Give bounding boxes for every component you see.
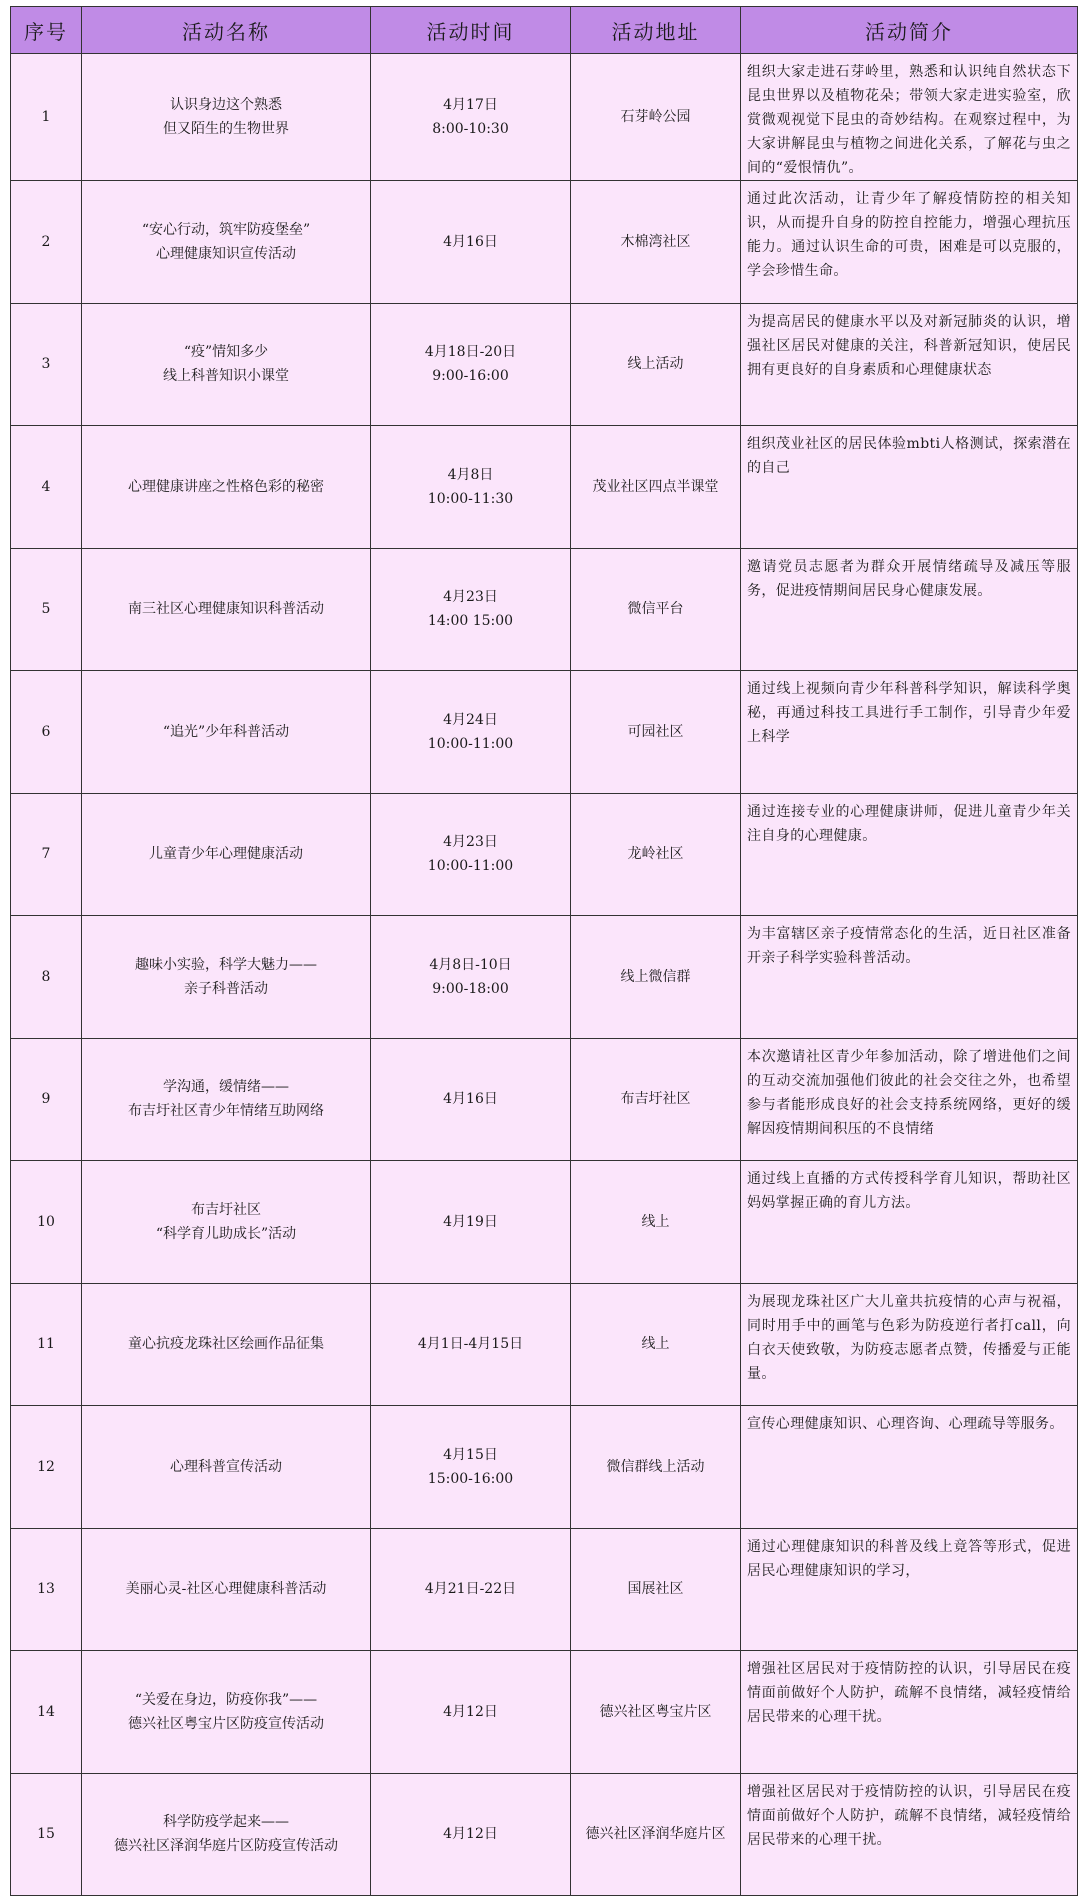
cell-activity-name: [82, 671, 371, 794]
cell-activity-address: 线上: [571, 1161, 741, 1284]
table-row: [11, 671, 1078, 794]
activity-time-line: 4月1日-4月15日: [417, 1336, 524, 1353]
cell-activity-summary: 通过线上直播的方式传授科学育儿知识，帮助社区妈妈掌握正确的育儿方法。: [741, 1161, 1078, 1284]
cell-activity-time: [371, 181, 571, 304]
cell-activity-address: 线上微信群: [571, 916, 741, 1039]
cell-activity-name: [82, 916, 371, 1039]
cell-index: 2: [11, 181, 82, 304]
cell-activity-summary: 为提高居民的健康水平以及对新冠肺炎的认识，增强社区居民对健康的关注，科普新冠知识，使居民拥有更良好的自身素质和心理健康状态: [741, 303, 1078, 426]
cell-activity-time: [371, 1528, 571, 1651]
table-row: [11, 793, 1078, 916]
cell-activity-summary: 宣传心理健康知识、心理咨询、心理疏导等服务。: [741, 1406, 1078, 1529]
cell-activity-summary: 组织大家走进石芽岭里，熟悉和认识纯自然状态下昆虫世界以及植物花朵；带领大家走进实验室，欣赏微观视觉下昆虫的奇妙结构。在观察过程中，为大家讲解昆虫与植物之间进化关系，了解花与虫之间的“爱恨情仇”。: [741, 54, 1078, 181]
activity-name-line: 德兴社区粤宝片区防疫宣传活动: [128, 1715, 324, 1732]
activity-name-line: “追光”少年科普活动: [162, 723, 290, 740]
activity-time-line: 4月23日: [443, 834, 498, 851]
cell-activity-name: [82, 1773, 371, 1896]
cell-activity-name: [82, 181, 371, 304]
cell-activity-name: [82, 793, 371, 916]
table-row: [11, 548, 1078, 671]
activity-time-line: 4月8日: [447, 466, 494, 483]
activity-time-line: 4月18日-20日: [424, 344, 517, 361]
table-row: [11, 1406, 1078, 1529]
cell-activity-time: [371, 548, 571, 671]
activity-name-line: 儿童青少年心理健康活动: [149, 846, 303, 863]
activity-name-line: 认识身边这个熟悉: [170, 97, 282, 113]
activity-name-line: 南三社区心理健康知识科普活动: [128, 601, 324, 618]
cell-index: 1: [11, 54, 82, 181]
activity-time-line: 10:00-11:00: [427, 858, 514, 875]
table-body: [11, 54, 1078, 1896]
cell-activity-address: 石芽岭公园: [571, 54, 741, 181]
cell-activity-name: [82, 426, 371, 549]
header-activity-time: 活动时间: [371, 7, 571, 54]
header-index: 序号: [11, 7, 82, 54]
activity-time-line: 10:00-11:30: [427, 490, 514, 507]
cell-activity-address: 微信群线上活动: [571, 1406, 741, 1529]
cell-activity-address: 国展社区: [571, 1528, 741, 1651]
activity-name-line: 德兴社区泽润华庭片区防疫宣传活动: [114, 1838, 338, 1855]
cell-index: 13: [11, 1528, 82, 1651]
activity-table: [10, 6, 1078, 1896]
cell-activity-summary: 增强社区居民对于疫情防控的认识，引导居民在疫情面前做好个人防护，疏解不良情绪，减轻疫情给居民带来的心理干扰。: [741, 1651, 1078, 1774]
cell-index: 4: [11, 426, 82, 549]
table-row: [11, 54, 1078, 181]
activity-name-line: 布吉圩社区: [191, 1201, 261, 1218]
cell-activity-address: 线上活动: [571, 303, 741, 426]
activity-table-sheet: [10, 6, 1077, 1896]
cell-activity-name: [82, 548, 371, 671]
cell-index: 6: [11, 671, 82, 794]
activity-time-line: 10:00-11:00: [427, 735, 514, 752]
activity-time-line: 9:00-18:00: [432, 980, 509, 997]
activity-name-line: “安心行动，筑牢防疫堡垒”: [141, 221, 311, 238]
activity-name-line: 线上科普知识小课堂: [163, 368, 289, 385]
activity-name-line: 学沟通，缓情绪——: [163, 1079, 289, 1096]
activity-name-line: 童心抗疫龙珠社区绘画作品征集: [128, 1336, 324, 1353]
table-row: [11, 1038, 1078, 1161]
cell-activity-time: [371, 303, 571, 426]
header-activity-address: 活动地址: [571, 7, 741, 54]
table-header: [11, 7, 1078, 54]
cell-index: 12: [11, 1406, 82, 1529]
cell-activity-time: [371, 793, 571, 916]
header-activity-name: 活动名称: [82, 7, 371, 54]
table-row: [11, 1283, 1078, 1406]
activity-time-line: 4月19日: [443, 1213, 498, 1230]
cell-activity-address: 德兴社区泽润华庭片区: [571, 1773, 741, 1896]
activity-time-line: 9:00-16:00: [432, 368, 509, 385]
cell-activity-address: 线上: [571, 1283, 741, 1406]
activity-name-line: 心理健康讲座之性格色彩的秘密: [128, 478, 324, 495]
activity-name-line: 但又陌生的生物世界: [163, 121, 289, 137]
activity-time-line: 4月16日: [443, 233, 498, 250]
cell-activity-address: 布吉圩社区: [571, 1038, 741, 1161]
cell-index: 3: [11, 303, 82, 426]
cell-activity-summary: 通过连接专业的心理健康讲师，促进儿童青少年关注自身的心理健康。: [741, 793, 1078, 916]
cell-activity-summary: 为丰富辖区亲子疫情常态化的生活，近日社区准备开亲子科学实验科普活动。: [741, 916, 1078, 1039]
cell-index: 7: [11, 793, 82, 916]
activity-time-line: 14:00 15:00: [427, 613, 514, 630]
cell-activity-address: 木棉湾社区: [571, 181, 741, 304]
cell-activity-summary: 通过线上视频向青少年科普科学知识，解读科学奥秘，再通过科技工具进行手工制作，引导青少年爱上科学: [741, 671, 1078, 794]
cell-activity-summary: 本次邀请社区青少年参加活动，除了增进他们之间的互动交流加强他们彼此的社会交往之外，也希望参与者能形成良好的社会支持系统网络，更好的缓解因疫情期间积压的不良情绪: [741, 1038, 1078, 1161]
cell-index: 14: [11, 1651, 82, 1774]
activity-name-line: 趣味小实验，科学大魅力——: [135, 956, 317, 973]
cell-activity-address: 龙岭社区: [571, 793, 741, 916]
cell-activity-name: [82, 1406, 371, 1529]
activity-time-line: 8:00-10:30: [432, 121, 509, 137]
cell-activity-time: [371, 916, 571, 1039]
cell-activity-address: 微信平台: [571, 548, 741, 671]
cell-activity-address: 德兴社区粤宝片区: [571, 1651, 741, 1774]
cell-activity-summary: 通过此次活动，让青少年了解疫情防控的相关知识，从而提升自身的防控自控能力，增强心理抗压能力。通过认识生命的可贵，困难是可以克服的，学会珍惜生命。: [741, 181, 1078, 304]
table-row: [11, 426, 1078, 549]
cell-activity-summary: 增强社区居民对于疫情防控的认识，引导居民在疫情面前做好个人防护，疏解不良情绪，减轻疫情给居民带来的心理干扰。: [741, 1773, 1078, 1896]
cell-index: 10: [11, 1161, 82, 1284]
activity-name-line: “科学育儿助成长”活动: [155, 1225, 297, 1242]
cell-activity-time: [371, 1038, 571, 1161]
cell-index: 15: [11, 1773, 82, 1896]
cell-activity-time: [371, 1651, 571, 1774]
cell-activity-time: [371, 1161, 571, 1284]
table-row: [11, 303, 1078, 426]
activity-time-line: 15:00-16:00: [427, 1470, 514, 1487]
activity-time-line: 4月21日-22日: [424, 1581, 517, 1598]
cell-activity-time: [371, 54, 571, 181]
cell-activity-time: [371, 1283, 571, 1406]
cell-activity-name: [82, 1651, 371, 1774]
activity-time-line: 4月8日-10日: [429, 956, 512, 973]
cell-activity-name: [82, 1528, 371, 1651]
cell-activity-time: [371, 1406, 571, 1529]
cell-activity-time: [371, 426, 571, 549]
activity-time-line: 4月16日: [443, 1091, 498, 1108]
activity-name-line: 美丽心灵-社区心理健康科普活动: [125, 1581, 327, 1598]
activity-name-line: 科学防疫学起来——: [163, 1814, 289, 1831]
cell-activity-address: 可园社区: [571, 671, 741, 794]
activity-name-line: “关爱在身边，防疫你我”——: [134, 1691, 318, 1708]
activity-name-line: 心理科普宣传活动: [170, 1458, 282, 1475]
cell-activity-name: [82, 303, 371, 426]
activity-time-line: 4月17日: [443, 97, 498, 113]
cell-index: 8: [11, 916, 82, 1039]
cell-activity-summary: 为展现龙珠社区广大儿童共抗疫情的心声与祝福，同时用手中的画笔与色彩为防疫逆行者打call，向白衣天使致敬，为防疫志愿者点赞，传播爱与正能量。: [741, 1283, 1078, 1406]
table-row: [11, 181, 1078, 304]
cell-activity-address: 茂业社区四点半课堂: [571, 426, 741, 549]
cell-activity-summary: 组织茂业社区的居民体验mbti人格测试，探索潜在的自己: [741, 426, 1078, 549]
activity-time-line: 4月15日: [443, 1446, 498, 1463]
table-row: [11, 1528, 1078, 1651]
activity-name-line: 布吉圩社区青少年情绪互助网络: [128, 1103, 324, 1120]
activity-time-line: 4月24日: [443, 711, 498, 728]
table-row: [11, 916, 1078, 1039]
cell-activity-time: [371, 671, 571, 794]
table-row: [11, 1161, 1078, 1284]
cell-activity-time: [371, 1773, 571, 1896]
activity-name-line: 亲子科普活动: [184, 980, 268, 997]
activity-time-line: 4月12日: [443, 1703, 498, 1720]
activity-name-line: “疫”情知多少: [183, 344, 269, 361]
table-row: [11, 1773, 1078, 1896]
cell-activity-name: [82, 1038, 371, 1161]
cell-index: 11: [11, 1283, 82, 1406]
cell-index: 9: [11, 1038, 82, 1161]
activity-time-line: 4月12日: [443, 1826, 498, 1843]
table-row: [11, 1651, 1078, 1774]
activity-name-line: 心理健康知识宣传活动: [156, 245, 296, 262]
cell-index: 5: [11, 548, 82, 671]
cell-activity-summary: 通过心理健康知识的科普及线上竟答等形式，促进居民心理健康知识的学习，: [741, 1528, 1078, 1651]
cell-activity-name: [82, 1161, 371, 1284]
header-row: [11, 7, 1078, 54]
cell-activity-summary: 邀请党员志愿者为群众开展情绪疏导及减压等服务，促进疫情期间居民身心健康发展。: [741, 548, 1078, 671]
header-activity-summary: 活动简介: [741, 7, 1078, 54]
cell-activity-name: [82, 1283, 371, 1406]
cell-activity-name: [82, 54, 371, 181]
activity-time-line: 4月23日: [443, 589, 498, 606]
